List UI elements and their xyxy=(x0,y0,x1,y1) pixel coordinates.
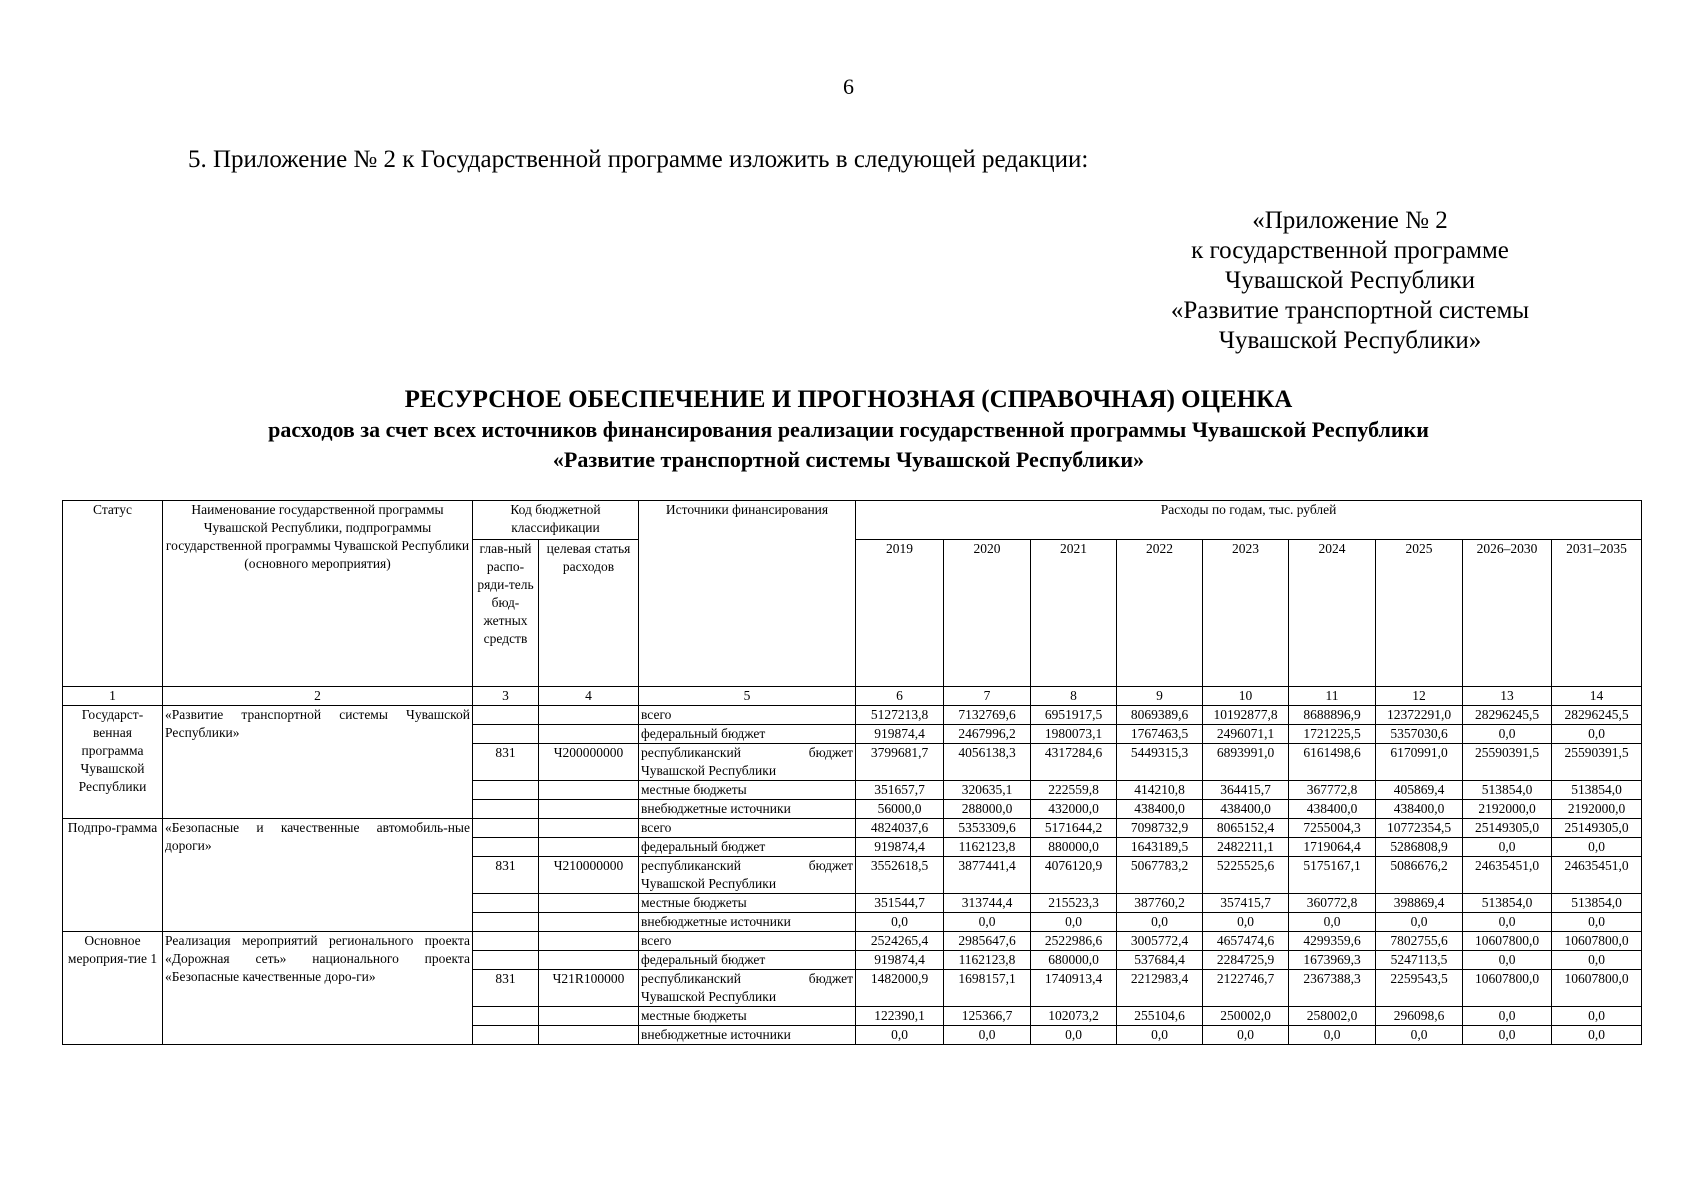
expense-value-cell: 0,0 xyxy=(1117,1026,1203,1045)
annex-line: Чувашской Республики» xyxy=(1218,327,1482,354)
expense-value-cell: 5286808,9 xyxy=(1376,838,1463,857)
expense-value-cell: 919874,4 xyxy=(856,951,944,970)
expense-value-cell: 6170991,0 xyxy=(1376,744,1463,781)
funding-source-cell: федеральный бюджет xyxy=(639,725,856,744)
column-number: 9 xyxy=(1117,687,1203,706)
expense-value-cell: 1721225,5 xyxy=(1289,725,1376,744)
expense-value-cell: 6161498,6 xyxy=(1289,744,1376,781)
expense-value-cell: 0,0 xyxy=(1463,1026,1552,1045)
funding-source-cell: республиканский бюджет Чувашской Республики xyxy=(639,970,856,1007)
expense-value-cell: 438400,0 xyxy=(1203,800,1289,819)
budget-manager-code-cell xyxy=(473,706,539,725)
status-cell: Государст-венная программа Чувашской Республики xyxy=(63,706,163,819)
expense-value-cell: 7255004,3 xyxy=(1289,819,1376,838)
target-article-cell xyxy=(539,913,639,932)
expense-value-cell: 7132769,6 xyxy=(944,706,1031,725)
header-year: 2024 xyxy=(1289,540,1376,687)
expense-value-cell: 25149305,0 xyxy=(1552,819,1642,838)
expense-value-cell: 10192877,8 xyxy=(1203,706,1289,725)
expense-value-cell: 313744,4 xyxy=(944,894,1031,913)
budget-manager-code-cell: 831 xyxy=(473,857,539,894)
expense-value-cell: 28296245,5 xyxy=(1463,706,1552,725)
expense-value-cell: 5357030,6 xyxy=(1376,725,1463,744)
expense-value-cell: 0,0 xyxy=(1463,913,1552,932)
annex-line: «Развитие транспортной системы xyxy=(1170,297,1530,324)
expense-value-cell: 24635451,0 xyxy=(1552,857,1642,894)
expense-value-cell: 680000,0 xyxy=(1031,951,1117,970)
column-number: 7 xyxy=(944,687,1031,706)
expense-value-cell: 1162123,8 xyxy=(944,838,1031,857)
expense-value-cell: 5449315,3 xyxy=(1117,744,1203,781)
expense-value-cell: 0,0 xyxy=(1552,838,1642,857)
expense-value-cell: 4299359,6 xyxy=(1289,932,1376,951)
expense-value-cell: 398869,4 xyxy=(1376,894,1463,913)
expense-value-cell: 10607800,0 xyxy=(1463,932,1552,951)
expense-value-cell: 288000,0 xyxy=(944,800,1031,819)
expense-value-cell: 5247113,5 xyxy=(1376,951,1463,970)
expense-value-cell: 1719064,4 xyxy=(1289,838,1376,857)
budget-manager-code-cell xyxy=(473,1007,539,1026)
header-expenses: Расходы по годам, тыс. рублей xyxy=(856,501,1642,540)
target-article-cell xyxy=(539,1026,639,1045)
annex-line: к государственной программе xyxy=(1191,237,1509,264)
expense-value-cell: 919874,4 xyxy=(856,838,944,857)
expense-value-cell: 0,0 xyxy=(1463,951,1552,970)
target-article-cell: Ч200000000 xyxy=(539,744,639,781)
header-row xyxy=(63,501,1642,540)
header-year: 2026–2030 xyxy=(1463,540,1552,687)
expense-value-cell: 364415,7 xyxy=(1203,781,1289,800)
expense-value-cell: 102073,2 xyxy=(1031,1007,1117,1026)
target-article-cell: Ч21R100000 xyxy=(539,970,639,1007)
expense-value-cell: 351544,7 xyxy=(856,894,944,913)
expense-value-cell: 0,0 xyxy=(1463,1007,1552,1026)
budget-manager-code-cell xyxy=(473,781,539,800)
expense-value-cell: 250002,0 xyxy=(1203,1007,1289,1026)
column-number-row xyxy=(63,687,1642,706)
expense-value-cell: 5175167,1 xyxy=(1289,857,1376,894)
expense-value-cell: 537684,4 xyxy=(1117,951,1203,970)
expense-value-cell: 2192000,0 xyxy=(1463,800,1552,819)
expense-value-cell: 10607800,0 xyxy=(1552,932,1642,951)
expense-value-cell: 0,0 xyxy=(1031,1026,1117,1045)
table-row xyxy=(63,932,1642,951)
header-sources: Источники финансирования xyxy=(639,501,856,687)
expense-value-cell: 0,0 xyxy=(1552,951,1642,970)
target-article-cell xyxy=(539,951,639,970)
header-year: 2019 xyxy=(856,540,944,687)
column-number: 13 xyxy=(1463,687,1552,706)
expense-value-cell: 0,0 xyxy=(1552,1007,1642,1026)
expense-value-cell: 1162123,8 xyxy=(944,951,1031,970)
expense-value-cell: 25590391,5 xyxy=(1552,744,1642,781)
expense-value-cell: 0,0 xyxy=(1552,1026,1642,1045)
funding-source-cell: местные бюджеты xyxy=(639,781,856,800)
title-line-2: расходов за счет всех источников финансирования реализации государственной программы Чувашской Республики xyxy=(268,417,1429,442)
resource-table xyxy=(62,500,1642,1045)
column-number: 4 xyxy=(539,687,639,706)
expense-value-cell: 7098732,9 xyxy=(1117,819,1203,838)
expense-value-cell: 25149305,0 xyxy=(1463,819,1552,838)
expense-value-cell: 0,0 xyxy=(944,913,1031,932)
expense-value-cell: 1482000,9 xyxy=(856,970,944,1007)
target-article-cell xyxy=(539,894,639,913)
budget-manager-code-cell xyxy=(473,725,539,744)
expense-value-cell: 7802755,6 xyxy=(1376,932,1463,951)
expense-value-cell: 1673969,3 xyxy=(1289,951,1376,970)
expense-value-cell: 2367388,3 xyxy=(1289,970,1376,1007)
expense-value-cell: 0,0 xyxy=(856,913,944,932)
expense-value-cell: 2212983,4 xyxy=(1117,970,1203,1007)
column-number: 12 xyxy=(1376,687,1463,706)
expense-value-cell: 513854,0 xyxy=(1463,781,1552,800)
funding-source-cell: республиканский бюджет Чувашской Республики xyxy=(639,857,856,894)
target-article-cell xyxy=(539,706,639,725)
funding-source-cell: всего xyxy=(639,932,856,951)
expense-value-cell: 56000,0 xyxy=(856,800,944,819)
expense-value-cell: 3799681,7 xyxy=(856,744,944,781)
expense-value-cell: 4076120,9 xyxy=(1031,857,1117,894)
header-main-manager: глав-ный распо-ряди-тель бюд-жетных средств xyxy=(473,540,539,687)
expense-value-cell: 919874,4 xyxy=(856,725,944,744)
target-article-cell: Ч210000000 xyxy=(539,857,639,894)
expense-value-cell: 414210,8 xyxy=(1117,781,1203,800)
expense-value-cell: 1698157,1 xyxy=(944,970,1031,1007)
expense-value-cell: 25590391,5 xyxy=(1463,744,1552,781)
expense-value-cell: 0,0 xyxy=(1289,913,1376,932)
budget-manager-code-cell xyxy=(473,800,539,819)
funding-source-cell: республиканский бюджет Чувашской Республики xyxy=(639,744,856,781)
expense-value-cell: 405869,4 xyxy=(1376,781,1463,800)
expense-value-cell: 0,0 xyxy=(856,1026,944,1045)
expense-value-cell: 2524265,4 xyxy=(856,932,944,951)
funding-source-cell: федеральный бюджет xyxy=(639,838,856,857)
title-line-1: РЕСУРСНОЕ ОБЕСПЕЧЕНИЕ И ПРОГНОЗНАЯ (СПРАВОЧНАЯ) ОЦЕНКА xyxy=(404,386,1293,413)
expense-value-cell: 2496071,1 xyxy=(1203,725,1289,744)
expense-value-cell: 367772,8 xyxy=(1289,781,1376,800)
target-article-cell xyxy=(539,781,639,800)
expense-value-cell: 4317284,6 xyxy=(1031,744,1117,781)
expense-value-cell: 1980073,1 xyxy=(1031,725,1117,744)
budget-manager-code-cell: 831 xyxy=(473,744,539,781)
expense-value-cell: 0,0 xyxy=(1376,913,1463,932)
expense-value-cell: 2482211,1 xyxy=(1203,838,1289,857)
expense-value-cell: 0,0 xyxy=(1117,913,1203,932)
budget-manager-code-cell xyxy=(473,913,539,932)
expense-value-cell: 125366,7 xyxy=(944,1007,1031,1026)
document-title xyxy=(0,385,1697,475)
column-number: 10 xyxy=(1203,687,1289,706)
expense-value-cell: 0,0 xyxy=(1463,838,1552,857)
column-number: 8 xyxy=(1031,687,1117,706)
funding-source-cell: всего xyxy=(639,706,856,725)
expense-value-cell: 5171644,2 xyxy=(1031,819,1117,838)
expense-value-cell: 320635,1 xyxy=(944,781,1031,800)
expense-value-cell: 0,0 xyxy=(1376,1026,1463,1045)
intro-paragraph: 5. Приложение № 2 к Государственной программе изложить в следующей редакции: xyxy=(188,146,1089,173)
funding-source-cell: федеральный бюджет xyxy=(639,951,856,970)
expense-value-cell: 0,0 xyxy=(1463,725,1552,744)
expense-value-cell: 513854,0 xyxy=(1463,894,1552,913)
header-year: 2020 xyxy=(944,540,1031,687)
expense-value-cell: 4824037,6 xyxy=(856,819,944,838)
column-number: 1 xyxy=(63,687,163,706)
expense-value-cell: 1767463,5 xyxy=(1117,725,1203,744)
header-budget-code: Код бюджетной классификации xyxy=(473,501,639,540)
budget-manager-code-cell: 831 xyxy=(473,970,539,1007)
funding-source-cell: внебюджетные источники xyxy=(639,913,856,932)
target-article-cell xyxy=(539,819,639,838)
expense-value-cell: 28296245,5 xyxy=(1552,706,1642,725)
target-article-cell xyxy=(539,932,639,951)
expense-value-cell: 0,0 xyxy=(1031,913,1117,932)
expense-value-cell: 10607800,0 xyxy=(1463,970,1552,1007)
expense-value-cell: 8069389,6 xyxy=(1117,706,1203,725)
expense-value-cell: 357415,7 xyxy=(1203,894,1289,913)
expense-value-cell: 387760,2 xyxy=(1117,894,1203,913)
expense-value-cell: 10607800,0 xyxy=(1552,970,1642,1007)
expense-value-cell: 215523,3 xyxy=(1031,894,1117,913)
column-number: 14 xyxy=(1552,687,1642,706)
expense-value-cell: 258002,0 xyxy=(1289,1007,1376,1026)
expense-value-cell: 2467996,2 xyxy=(944,725,1031,744)
expense-value-cell: 5225525,6 xyxy=(1203,857,1289,894)
header-year: 2021 xyxy=(1031,540,1117,687)
column-number: 5 xyxy=(639,687,856,706)
header-year: 2023 xyxy=(1203,540,1289,687)
budget-manager-code-cell xyxy=(473,819,539,838)
column-number: 11 xyxy=(1289,687,1376,706)
expense-value-cell: 122390,1 xyxy=(856,1007,944,1026)
funding-source-cell: местные бюджеты xyxy=(639,1007,856,1026)
expense-value-cell: 3005772,4 xyxy=(1117,932,1203,951)
funding-source-cell: местные бюджеты xyxy=(639,894,856,913)
expense-value-cell: 6893991,0 xyxy=(1203,744,1289,781)
expense-value-cell: 24635451,0 xyxy=(1463,857,1552,894)
expense-value-cell: 0,0 xyxy=(1552,725,1642,744)
expense-value-cell: 5086676,2 xyxy=(1376,857,1463,894)
status-cell: Основное мероприя-тие 1 xyxy=(63,932,163,1045)
column-number: 2 xyxy=(163,687,473,706)
expense-value-cell: 2985647,6 xyxy=(944,932,1031,951)
expense-value-cell: 360772,8 xyxy=(1289,894,1376,913)
program-name-cell: Реализация мероприятий регионального проекта «Дорожная сеть» национального проекта «Безопасные качественные доро-ги» xyxy=(163,932,473,1045)
expense-value-cell: 4056138,3 xyxy=(944,744,1031,781)
expense-value-cell: 438400,0 xyxy=(1376,800,1463,819)
program-name-cell: «Развитие транспортной системы Чувашской Республики» xyxy=(163,706,473,819)
expense-value-cell: 5127213,8 xyxy=(856,706,944,725)
budget-manager-code-cell xyxy=(473,838,539,857)
expense-value-cell: 296098,6 xyxy=(1376,1007,1463,1026)
expense-value-cell: 2122746,7 xyxy=(1203,970,1289,1007)
expense-value-cell: 2522986,6 xyxy=(1031,932,1117,951)
expense-value-cell: 0,0 xyxy=(1203,1026,1289,1045)
expense-value-cell: 432000,0 xyxy=(1031,800,1117,819)
expense-value-cell: 513854,0 xyxy=(1552,781,1642,800)
header-year: 2022 xyxy=(1117,540,1203,687)
budget-manager-code-cell xyxy=(473,932,539,951)
target-article-cell xyxy=(539,1007,639,1026)
expense-value-cell: 2284725,9 xyxy=(1203,951,1289,970)
expense-value-cell: 438400,0 xyxy=(1289,800,1376,819)
column-number: 3 xyxy=(473,687,539,706)
funding-source-cell: внебюджетные источники xyxy=(639,800,856,819)
expense-value-cell: 255104,6 xyxy=(1117,1007,1203,1026)
expense-value-cell: 0,0 xyxy=(944,1026,1031,1045)
expense-value-cell: 513854,0 xyxy=(1552,894,1642,913)
expense-value-cell: 2192000,0 xyxy=(1552,800,1642,819)
budget-manager-code-cell xyxy=(473,894,539,913)
header-year: 2025 xyxy=(1376,540,1463,687)
expense-value-cell: 438400,0 xyxy=(1117,800,1203,819)
annex-header xyxy=(1150,206,1550,356)
funding-source-cell: всего xyxy=(639,819,856,838)
expense-value-cell: 0,0 xyxy=(1289,1026,1376,1045)
status-cell: Подпро-грамма xyxy=(63,819,163,932)
title-line-3: «Развитие транспортной системы Чувашской Республики» xyxy=(552,447,1145,472)
column-number: 6 xyxy=(856,687,944,706)
expense-value-cell: 3877441,4 xyxy=(944,857,1031,894)
header-year: 2031–2035 xyxy=(1552,540,1642,687)
header-target-article: целевая статья расходов xyxy=(539,540,639,687)
expense-value-cell: 0,0 xyxy=(1552,913,1642,932)
budget-manager-code-cell xyxy=(473,951,539,970)
expense-value-cell: 8065152,4 xyxy=(1203,819,1289,838)
target-article-cell xyxy=(539,800,639,819)
header-name: Наименование государственной программы Чувашской Республики, подпрограммы государственной программы Чувашской Республики (основного мероприятия) xyxy=(163,501,473,687)
expense-value-cell: 2259543,5 xyxy=(1376,970,1463,1007)
page-number: 6 xyxy=(843,74,854,99)
expense-value-cell: 351657,7 xyxy=(856,781,944,800)
target-article-cell xyxy=(539,725,639,744)
header-status: Статус xyxy=(63,501,163,687)
annex-line: «Приложение № 2 xyxy=(1252,207,1448,234)
expense-value-cell: 6951917,5 xyxy=(1031,706,1117,725)
expense-value-cell: 880000,0 xyxy=(1031,838,1117,857)
expense-value-cell: 1740913,4 xyxy=(1031,970,1117,1007)
expense-value-cell: 5067783,2 xyxy=(1117,857,1203,894)
table-row xyxy=(63,706,1642,725)
annex-line: Чувашской Республики xyxy=(1224,267,1476,294)
program-name-cell: «Безопасные и качественные автомобиль-ные дороги» xyxy=(163,819,473,932)
expense-value-cell: 1643189,5 xyxy=(1117,838,1203,857)
target-article-cell xyxy=(539,838,639,857)
expense-value-cell: 10772354,5 xyxy=(1376,819,1463,838)
expense-value-cell: 12372291,0 xyxy=(1376,706,1463,725)
budget-manager-code-cell xyxy=(473,1026,539,1045)
funding-source-cell: внебюджетные источники xyxy=(639,1026,856,1045)
expense-value-cell: 0,0 xyxy=(1203,913,1289,932)
expense-value-cell: 5353309,6 xyxy=(944,819,1031,838)
expense-value-cell: 4657474,6 xyxy=(1203,932,1289,951)
expense-value-cell: 3552618,5 xyxy=(856,857,944,894)
expense-value-cell: 8688896,9 xyxy=(1289,706,1376,725)
expense-value-cell: 222559,8 xyxy=(1031,781,1117,800)
table-row xyxy=(63,819,1642,838)
